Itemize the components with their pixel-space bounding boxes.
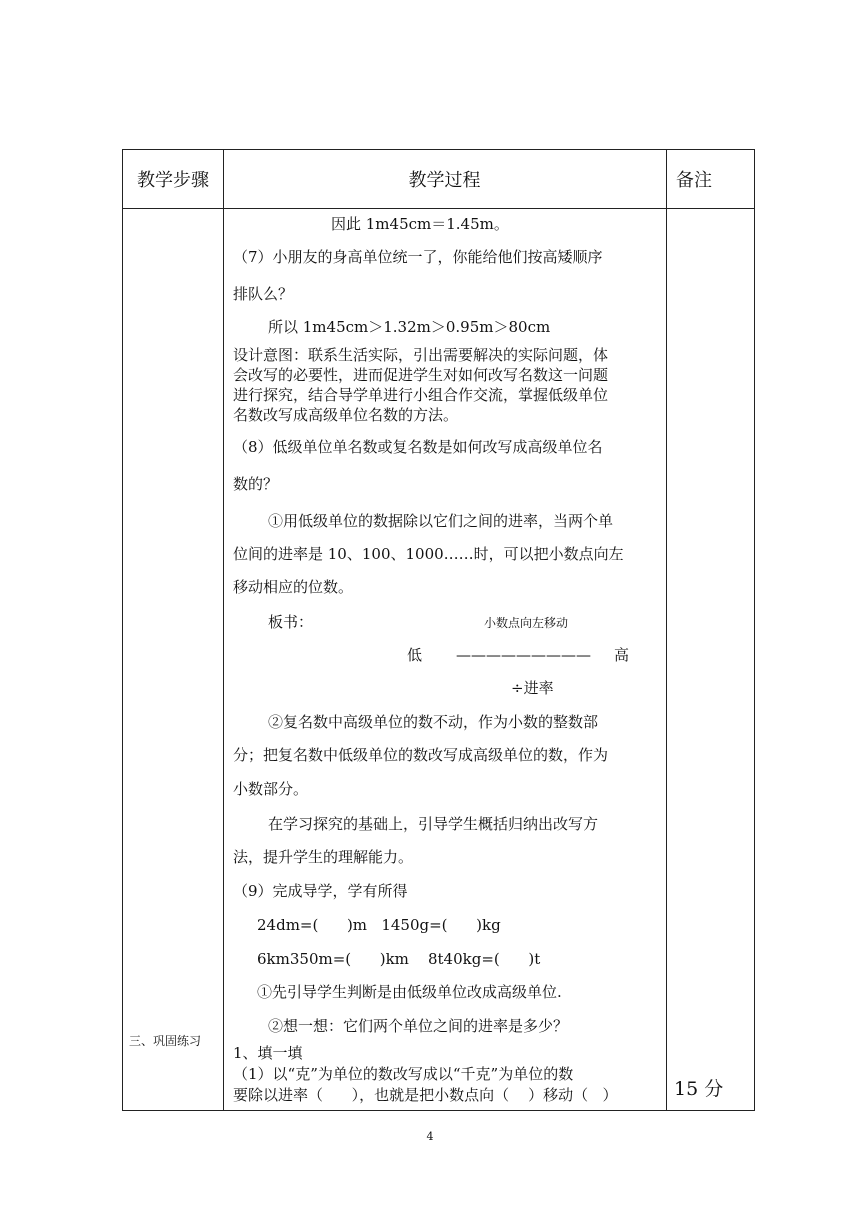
board-low: 低	[407, 646, 423, 664]
note-time: 15 分	[674, 1078, 724, 1100]
practice-line: 要除以进率（ ），也就是把小数点向（ ）移动（ ）	[233, 1086, 618, 1104]
column-divider	[223, 150, 224, 1110]
board-dash: —————————	[456, 646, 591, 664]
design-intent: 进行探究，结合导学单进行小组合作交流，掌握低级单位	[233, 386, 609, 404]
design-intent: 名数改写成高级单位名数的方法。	[233, 406, 459, 424]
process-line: 在学习探究的基础上，引导学生概括归纳出改写方	[268, 815, 599, 833]
design-intent: 设计意图：联系生活实际，引出需要解决的实际问题，体	[233, 346, 609, 364]
exercise-line: 6km350m=( )km 8t40kg=( )t	[257, 950, 541, 968]
header-process: 教学过程	[408, 170, 481, 191]
header-divider	[123, 208, 754, 209]
board-label: 板书：	[268, 613, 314, 631]
board-arrow-label: 小数点向左移动	[484, 616, 569, 630]
process-line: 数的？	[233, 475, 279, 493]
process-line: （8）低级单位单名数或复名数是如何改写成高级单位名	[233, 438, 603, 456]
board-rate: ÷进率	[511, 679, 554, 697]
board-high: 高	[614, 646, 630, 664]
process-line: ②想一想：它们两个单位之间的进率是多少？	[268, 1017, 569, 1035]
header-steps: 教学步骤	[137, 170, 209, 191]
practice-title: 1、填一填	[233, 1044, 303, 1062]
process-line: （9）完成导学，学有所得	[233, 882, 408, 900]
process-line: ①用低级单位的数据除以它们之间的进率，当两个单	[268, 512, 614, 530]
exercise-line: 24dm=( )m 1450g=( )kg	[257, 916, 501, 934]
process-line: ①先引导学生判断是由低级单位改成高级单位.	[257, 983, 562, 1001]
process-line: 分；把复名数中低级单位的数改写成高级单位的数，作为	[233, 746, 609, 764]
process-line: 小数部分。	[233, 780, 309, 798]
process-line: 移动相应的位数。	[233, 578, 354, 596]
process-line: 因此 1m45cm＝1.45m。	[331, 215, 509, 233]
page-number: 4	[426, 1130, 434, 1143]
process-line: 法，提升学生的理解能力。	[233, 848, 414, 866]
process-line: ②复名数中高级单位的数不动，作为小数的整数部	[268, 713, 599, 731]
column-divider	[666, 150, 667, 1110]
process-line: 位间的进率是 10、100、1000……时，可以把小数点向左	[233, 545, 624, 563]
practice-line: （1）以“克”为单位的数改写成以“千克”为单位的数	[233, 1065, 574, 1083]
process-line: 排队么？	[233, 285, 294, 303]
process-line: （7）小朋友的身高单位统一了，你能给他们按高矮顺序	[233, 248, 603, 266]
step-label: 三、巩固练习	[129, 1034, 202, 1048]
header-notes: 备注	[676, 170, 712, 191]
process-line: 所以 1m45cm＞1.32m＞0.95m＞80cm	[268, 318, 551, 336]
design-intent: 会改写的必要性，进而促进学生对如何改写名数这一问题	[233, 366, 609, 384]
